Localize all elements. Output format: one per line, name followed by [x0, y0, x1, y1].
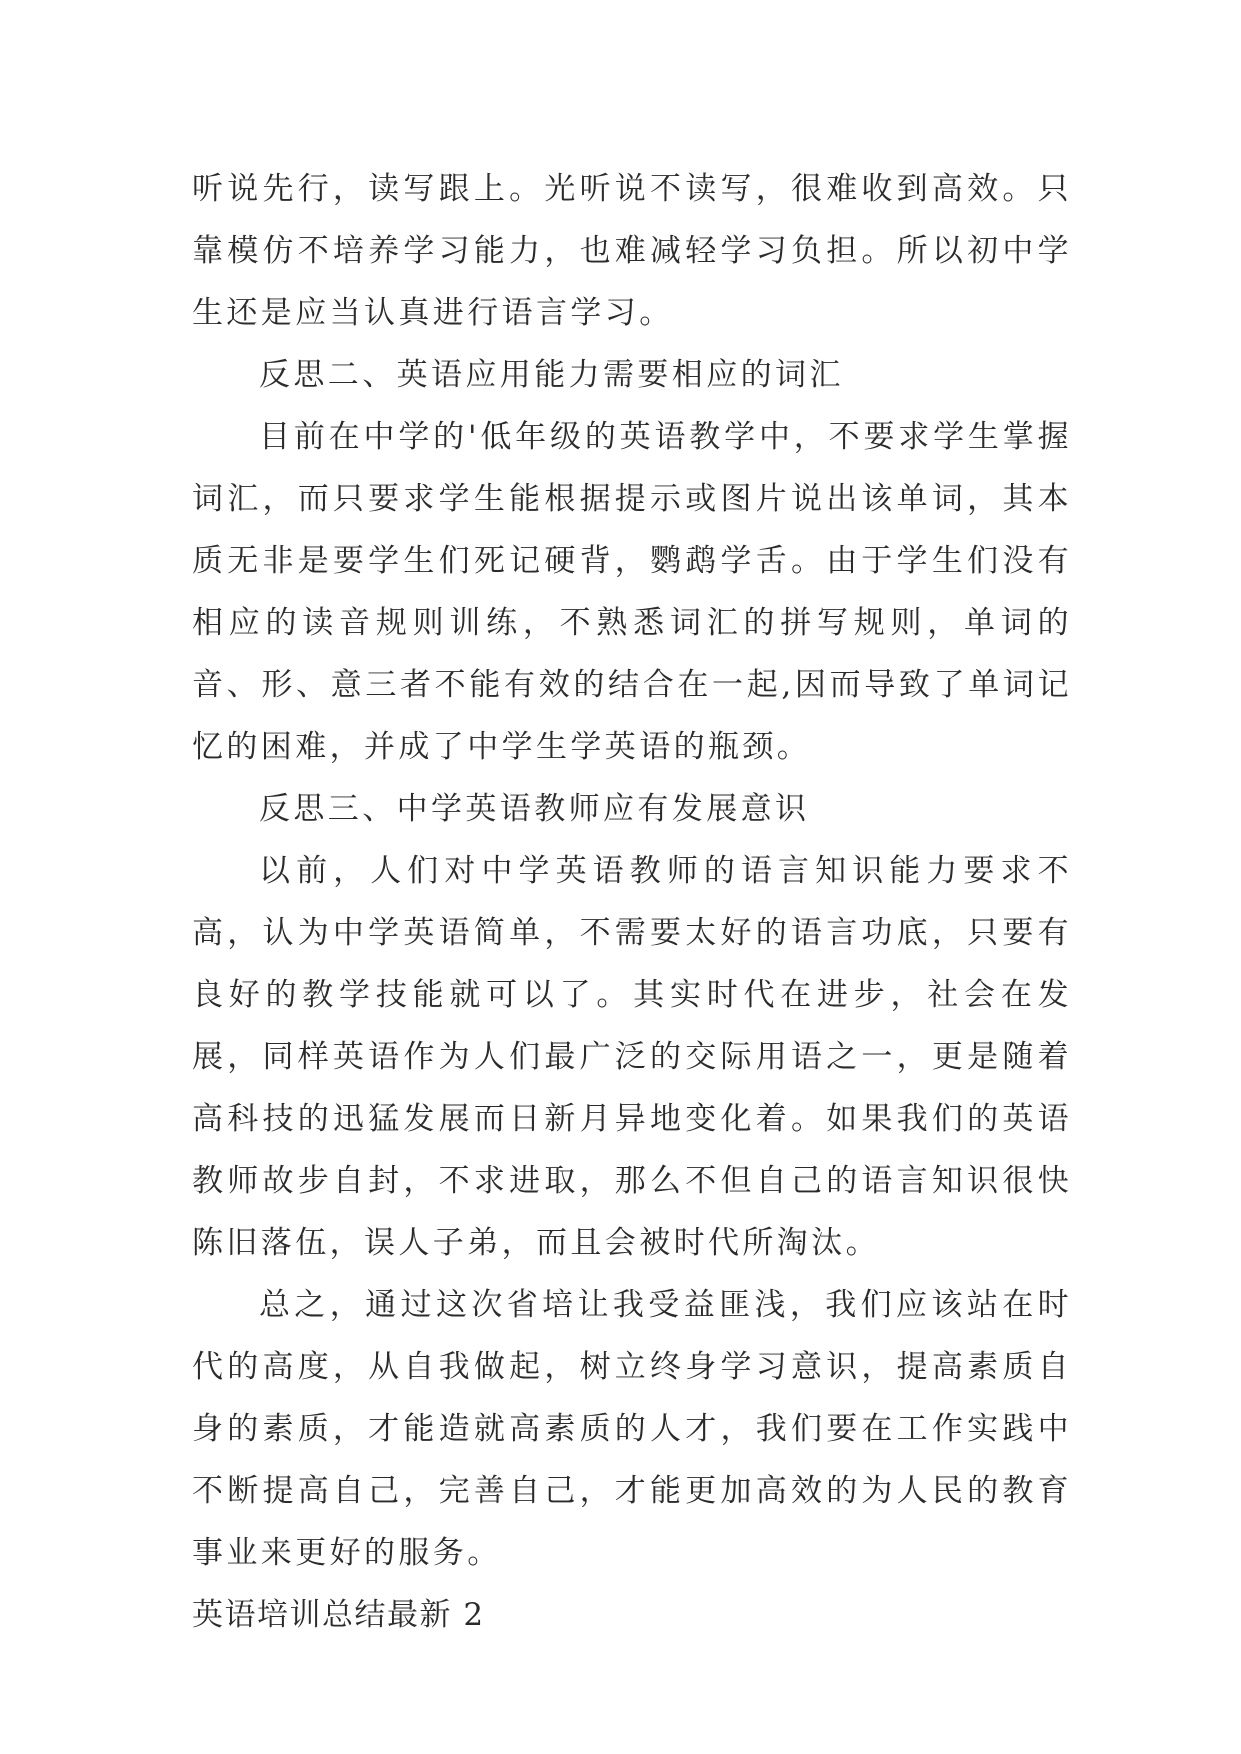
heading-reflection-three: 反思三、中学英语教师应有发展意识: [259, 791, 810, 827]
paragraph-teacher-development: 以前，人们对中学英语教师的语言知识能力要求不高，认为中学英语简单，不需要太好的语言功底，只要有良好的教学技能就可以了。其实时代在进步，社会在发展，同样英语作为人们最广泛的交际用语之一，更是随着高科技的迅猛发展而日新月异地变化着。如果我们的英语教师故步自封，不求进取，那么不但自己的语言知识很快陈旧落伍，误人子弟，而且会被时代所淘汰。: [192, 853, 1072, 1261]
section-title-2: 英语培训总结最新 2: [192, 1597, 485, 1633]
paragraph-vocabulary: 目前在中学的'低年级的英语教学中，不要求学生掌握词汇，而只要求学生能根据提示或图片说出该单词，其本质无非是要学生们死记硬背，鹦鹉学舌。由于学生们没有相应的读音规则训练，不熟悉词汇的拼写规则，单词的音、形、意三者不能有效的结合在一起,因而导致了单词记忆的困难，并成了中学生学英语的瓶颈。: [192, 419, 1072, 765]
document-body: [192, 158, 1072, 1646]
paragraph-conclusion: 总之，通过这次省培让我受益匪浅，我们应该站在时代的高度，从自我做起，树立终身学习意识，提高素质自身的素质，才能造就高素质的人才，我们要在工作实践中不断提高自己，完善自己，才能更加高效的为人民的教育事业来更好的服务。: [192, 1287, 1072, 1571]
paragraph-listening-speaking: 听说先行，读写跟上。光听说不读写，很难收到高效。只靠模仿不培养学习能力，也难减轻学习负担。所以初中学生还是应当认真进行语言学习。: [192, 171, 1072, 331]
heading-reflection-two: 反思二、英语应用能力需要相应的词汇: [259, 357, 844, 393]
